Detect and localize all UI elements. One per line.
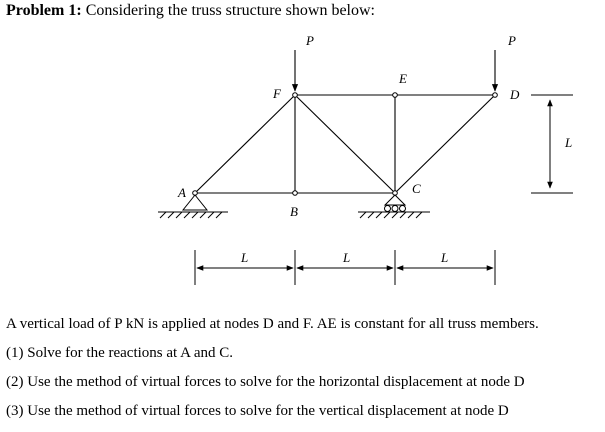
question-3: (3) Use the method of virtual forces to solve for the vertical displacement at node D [6, 403, 509, 419]
dimension-label-span3: L [441, 250, 449, 265]
load-label-D: P [508, 33, 516, 48]
problem-number: Problem 1: [6, 2, 82, 19]
problem-title-text: Considering the truss structure shown below: [81, 2, 375, 19]
question-1: (1) Solve for the reactions at A and C. [6, 345, 234, 361]
load-arrows [295, 50, 495, 91]
truss-members [195, 95, 495, 193]
node-label-E: E [399, 71, 407, 86]
joint-E [393, 93, 398, 98]
joint-D [493, 93, 498, 98]
node-label-F: F [273, 86, 281, 101]
dimension-label-span1: L [241, 250, 249, 265]
dimension-label-height: L [565, 135, 573, 150]
dimension-label-span2: L [343, 250, 351, 265]
joint-F [293, 93, 298, 98]
node-label-A: A [178, 185, 186, 200]
joint-B [293, 191, 298, 196]
load-label-F: P [306, 33, 314, 48]
roller-support-C [358, 195, 430, 218]
node-label-B: B [290, 204, 298, 219]
pin-support-A [158, 195, 228, 218]
problem-statement: A vertical load of P kN is applied at nodes D and F. AE is constant for all truss members. [6, 316, 539, 332]
member-AF [195, 95, 295, 193]
member-DC [395, 95, 495, 193]
question-2: (2) Use the method of virtual forces to solve for the horizontal displacement at node D [6, 374, 525, 390]
member-FC [295, 95, 395, 193]
node-label-D: D [510, 87, 520, 102]
node-label-C: C [412, 181, 421, 196]
